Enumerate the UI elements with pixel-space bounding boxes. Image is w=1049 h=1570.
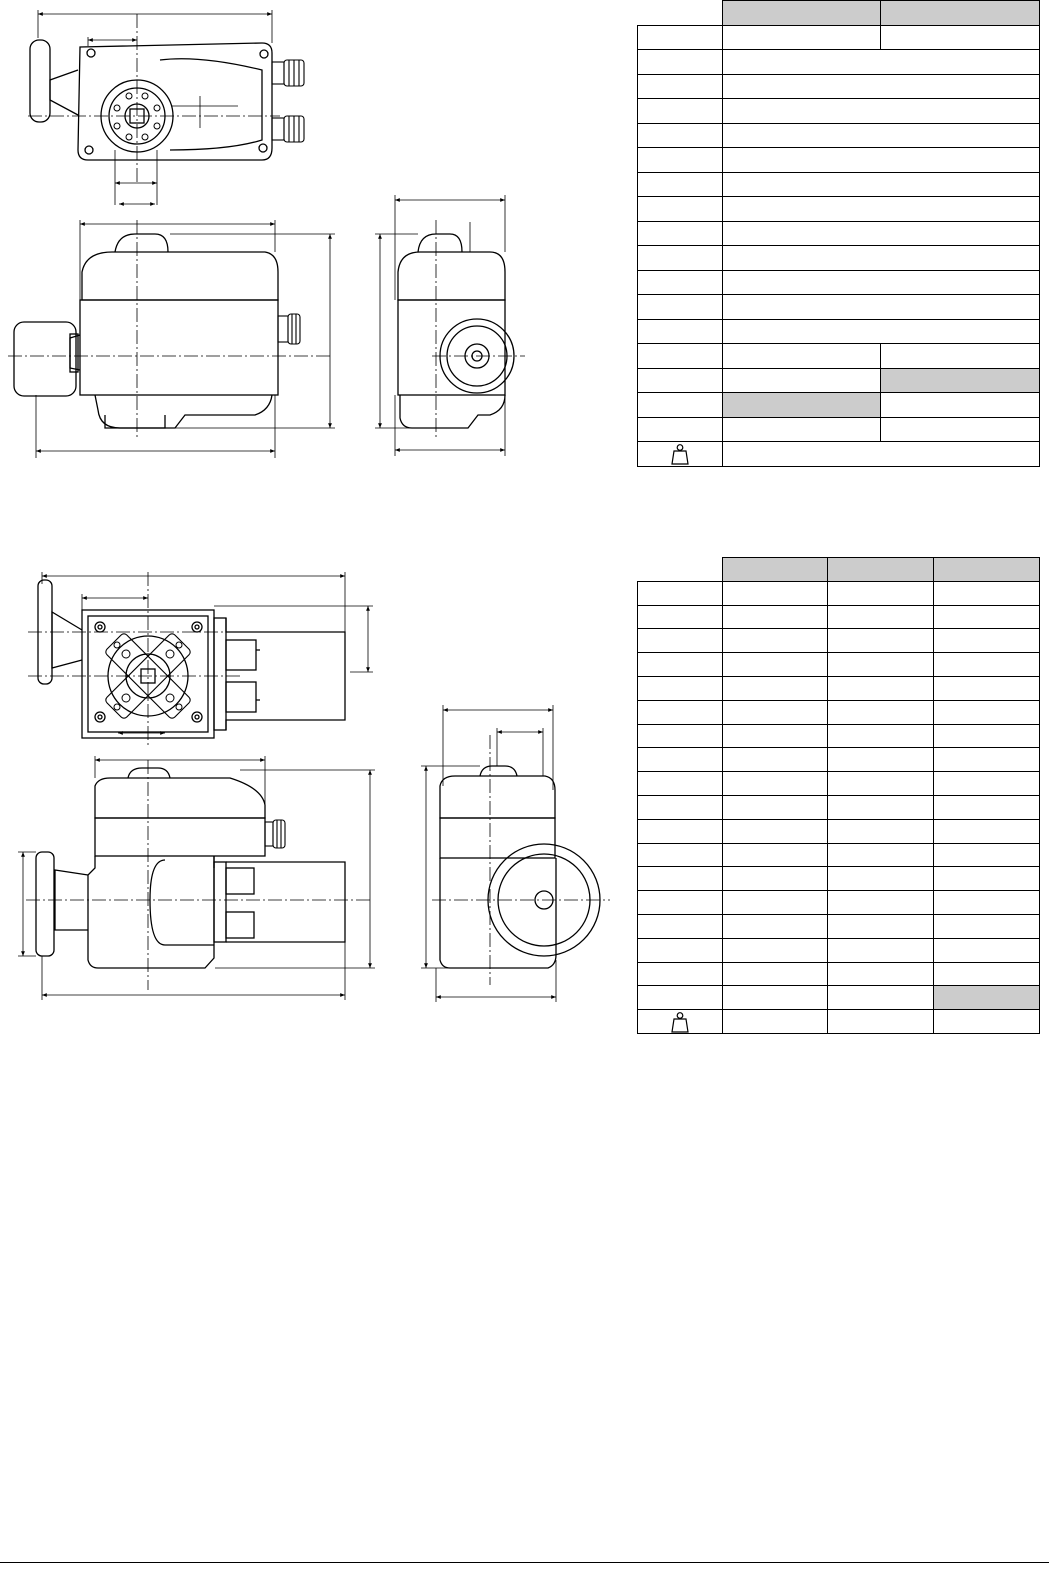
table-row xyxy=(638,795,1040,819)
row-label xyxy=(638,172,723,197)
shaded-cell xyxy=(934,986,1040,1010)
table-cell xyxy=(723,653,828,677)
row-label xyxy=(638,605,723,629)
table-row xyxy=(638,393,1040,418)
weight-label-cell xyxy=(638,442,723,467)
table-row xyxy=(638,123,1040,148)
table-cell xyxy=(934,962,1040,986)
table-row xyxy=(638,197,1040,222)
row-label xyxy=(638,629,723,653)
table-cell xyxy=(828,700,934,724)
table-cell xyxy=(723,676,828,700)
table-cell xyxy=(828,819,934,843)
table-row xyxy=(638,891,1040,915)
table-cell xyxy=(934,581,1040,605)
column-header xyxy=(881,1,1040,26)
row-label xyxy=(638,581,723,605)
table-row xyxy=(638,914,1040,938)
row-label xyxy=(638,891,723,915)
table-cell xyxy=(723,246,1040,271)
table-row xyxy=(638,653,1040,677)
page-bottom-rule xyxy=(0,1562,1049,1563)
table-cell xyxy=(723,74,1040,99)
table-cell xyxy=(934,772,1040,796)
row-label xyxy=(638,700,723,724)
table-cell xyxy=(828,891,934,915)
row-label xyxy=(638,221,723,246)
table-cell xyxy=(723,221,1040,246)
table-cell xyxy=(723,344,881,369)
table-row xyxy=(638,724,1040,748)
table-cell xyxy=(723,914,828,938)
table-row xyxy=(638,172,1040,197)
row-label xyxy=(638,938,723,962)
table-cell xyxy=(723,795,828,819)
table-cell xyxy=(934,724,1040,748)
table-cell xyxy=(723,148,1040,173)
weight-icon xyxy=(670,443,690,465)
table-cell xyxy=(828,938,934,962)
shaded-cell xyxy=(723,393,881,418)
weight-icon xyxy=(670,1011,690,1033)
table-cell xyxy=(934,914,1040,938)
row-label xyxy=(638,148,723,173)
table-cell xyxy=(828,843,934,867)
table-cell xyxy=(828,605,934,629)
table-row xyxy=(638,295,1040,320)
column-header xyxy=(934,558,1040,582)
table-cell xyxy=(638,344,723,369)
table-cell xyxy=(723,843,828,867)
table-cell xyxy=(723,891,828,915)
actuator-2-side-view xyxy=(421,705,610,1002)
table-row xyxy=(638,221,1040,246)
corner-cell xyxy=(638,558,723,582)
row-label xyxy=(638,843,723,867)
actuator-1-side-view xyxy=(375,195,525,456)
technical-drawings xyxy=(0,0,620,1010)
table-cell xyxy=(934,867,1040,891)
table-cell xyxy=(828,962,934,986)
weight-value xyxy=(723,442,1040,467)
table-cell xyxy=(934,653,1040,677)
row-label xyxy=(638,270,723,295)
table-cell xyxy=(934,629,1040,653)
row-label xyxy=(638,986,723,1010)
table-row xyxy=(638,1010,1040,1034)
table-row xyxy=(638,50,1040,75)
table-cell xyxy=(881,393,1040,418)
table-cell xyxy=(723,270,1040,295)
actuator-2-front-view xyxy=(18,756,375,1000)
table-row xyxy=(638,148,1040,173)
table-row xyxy=(638,629,1040,653)
row-label xyxy=(638,50,723,75)
row-label xyxy=(638,319,723,344)
corner-cell xyxy=(638,1,723,26)
weight-label-cell xyxy=(638,1010,723,1034)
table-cell xyxy=(828,867,934,891)
table-cell xyxy=(723,197,1040,222)
table-cell xyxy=(934,891,1040,915)
table-cell xyxy=(934,938,1040,962)
table-cell xyxy=(881,417,1040,442)
table-cell xyxy=(723,25,881,50)
table-cell xyxy=(723,962,828,986)
table-row xyxy=(638,417,1040,442)
table-cell xyxy=(638,25,723,50)
table-cell xyxy=(828,581,934,605)
actuator-1-front-view xyxy=(8,220,335,458)
shaded-cell xyxy=(881,368,1040,393)
table-cell xyxy=(638,417,723,442)
row-label xyxy=(638,795,723,819)
table-cell xyxy=(828,748,934,772)
row-label xyxy=(638,819,723,843)
row-label xyxy=(638,197,723,222)
table-cell xyxy=(828,629,934,653)
table-cell xyxy=(934,819,1040,843)
table-cell xyxy=(881,344,1040,369)
row-label xyxy=(638,724,723,748)
table-cell xyxy=(723,819,828,843)
table-row xyxy=(638,442,1040,467)
table-cell xyxy=(723,938,828,962)
table-cell xyxy=(934,605,1040,629)
table-row xyxy=(638,319,1040,344)
table-cell xyxy=(723,319,1040,344)
table-cell xyxy=(828,772,934,796)
table-row xyxy=(638,700,1040,724)
table-cell xyxy=(723,986,828,1010)
table-cell xyxy=(723,629,828,653)
row-label xyxy=(638,393,723,418)
row-label xyxy=(638,246,723,271)
row-label xyxy=(638,867,723,891)
row-label xyxy=(638,99,723,124)
weight-value xyxy=(828,1010,934,1034)
row-label xyxy=(638,368,723,393)
header-row xyxy=(638,1,1040,26)
row-label xyxy=(638,772,723,796)
column-header xyxy=(828,558,934,582)
actuator-1-top-view xyxy=(28,10,304,205)
table-row xyxy=(638,938,1040,962)
table-row xyxy=(638,74,1040,99)
table-cell xyxy=(828,986,934,1010)
table-cell xyxy=(828,724,934,748)
row-label xyxy=(638,295,723,320)
table-cell xyxy=(723,724,828,748)
table-cell xyxy=(723,295,1040,320)
dimension-table-1 xyxy=(637,0,1040,467)
row-label xyxy=(638,123,723,148)
dimension-table-2 xyxy=(637,557,1040,1034)
column-header xyxy=(723,558,828,582)
table-cell xyxy=(934,700,1040,724)
row-label xyxy=(638,74,723,99)
table-cell xyxy=(723,123,1040,148)
table-row xyxy=(638,867,1040,891)
table-row xyxy=(638,246,1040,271)
table-cell xyxy=(828,653,934,677)
table-row xyxy=(638,843,1040,867)
table-cell xyxy=(934,676,1040,700)
table-cell xyxy=(723,99,1040,124)
table-cell xyxy=(723,172,1040,197)
table-row xyxy=(638,748,1040,772)
table-cell xyxy=(723,50,1040,75)
weight-value xyxy=(934,1010,1040,1034)
table-cell xyxy=(723,581,828,605)
table-row xyxy=(638,368,1040,393)
table-cell xyxy=(723,772,828,796)
table-row xyxy=(638,772,1040,796)
table-cell xyxy=(934,748,1040,772)
table-cell xyxy=(723,368,881,393)
actuator-2-top-view xyxy=(28,572,373,745)
table-cell xyxy=(723,867,828,891)
row-label xyxy=(638,748,723,772)
row-label xyxy=(638,676,723,700)
table-row xyxy=(638,962,1040,986)
table-row xyxy=(638,270,1040,295)
table-cell xyxy=(723,748,828,772)
table-row xyxy=(638,25,1040,50)
table-cell xyxy=(723,605,828,629)
table-row xyxy=(638,605,1040,629)
table-cell xyxy=(723,700,828,724)
row-label xyxy=(638,653,723,677)
table-cell xyxy=(723,417,881,442)
table-row xyxy=(638,676,1040,700)
table-row xyxy=(638,99,1040,124)
table-cell xyxy=(934,795,1040,819)
row-label xyxy=(638,914,723,938)
header-row xyxy=(638,558,1040,582)
column-header xyxy=(723,1,881,26)
table-cell xyxy=(828,914,934,938)
table-cell xyxy=(828,795,934,819)
table-cell xyxy=(881,25,1040,50)
table-row xyxy=(638,581,1040,605)
table-row xyxy=(638,986,1040,1010)
table-row xyxy=(638,344,1040,369)
table-row xyxy=(638,819,1040,843)
row-label xyxy=(638,962,723,986)
weight-value xyxy=(723,1010,828,1034)
table-cell xyxy=(828,676,934,700)
table-cell xyxy=(934,843,1040,867)
